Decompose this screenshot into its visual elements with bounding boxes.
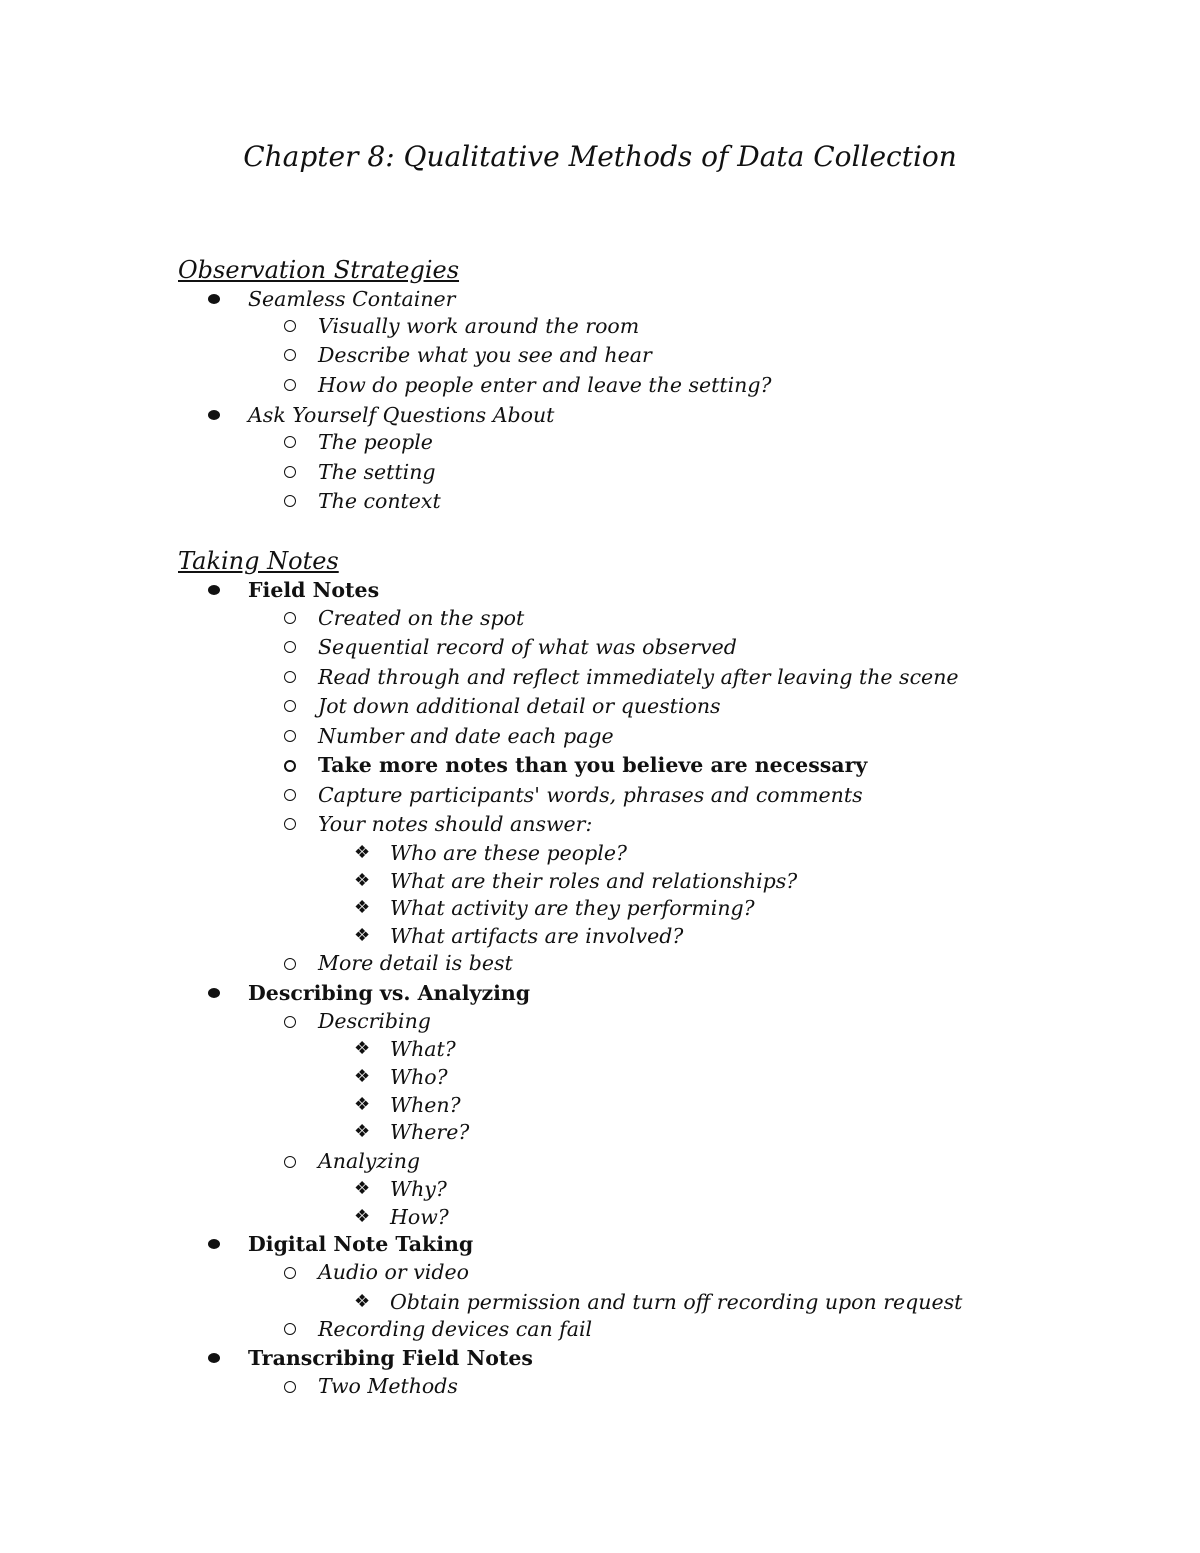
list-item: Describing vs. Analyzing <box>248 981 531 1005</box>
list-subsubitem: What are their roles and relationships? <box>390 869 798 893</box>
list-subsubitem: Who? <box>390 1065 448 1089</box>
list-subitem: Jot down additional detail or questions <box>318 694 721 718</box>
list-subitem: Two Methods <box>318 1374 458 1398</box>
hollow-bullet-icon <box>284 760 296 772</box>
list-subitem: The people <box>318 430 433 454</box>
diamond-bullet-icon: ❖ <box>354 1094 371 1115</box>
list-subitem: Audio or video <box>318 1260 469 1284</box>
list-subitem: The setting <box>318 460 436 484</box>
bullet-icon <box>208 988 220 998</box>
diamond-bullet-icon: ❖ <box>354 897 371 918</box>
list-subitem: Sequential record of what was observed <box>318 635 737 659</box>
list-subitem: Read through and reflect immediately after leaving the scene <box>318 665 959 689</box>
list-subsubitem: What artifacts are involved? <box>390 924 684 948</box>
bullet-icon <box>208 1239 220 1249</box>
list-subsubitem: Who are these people? <box>390 841 627 865</box>
hollow-bullet-icon <box>284 700 296 712</box>
list-subsubitem: Why? <box>390 1177 447 1201</box>
hollow-bullet-icon <box>284 612 296 624</box>
bullet-icon <box>208 1353 220 1363</box>
diamond-bullet-icon: ❖ <box>354 1121 371 1142</box>
list-subitem: Your notes should answer: <box>318 812 593 836</box>
list-subitem: Take more notes than you believe are necessary <box>318 753 868 777</box>
list-subsubitem: Obtain permission and turn off recording upon request <box>390 1290 963 1314</box>
hollow-bullet-icon <box>284 730 296 742</box>
bullet-icon <box>208 294 220 304</box>
list-subitem: Visually work around the room <box>318 314 640 338</box>
list-subitem: Analyzing <box>318 1149 421 1173</box>
list-item: Field Notes <box>248 578 380 602</box>
diamond-bullet-icon: ❖ <box>354 1178 371 1199</box>
hollow-bullet-icon <box>284 958 296 970</box>
hollow-bullet-icon <box>284 1156 296 1168</box>
list-subsubitem: What? <box>390 1037 456 1061</box>
list-subsubitem: When? <box>390 1093 461 1117</box>
diamond-bullet-icon: ❖ <box>354 870 371 891</box>
hollow-bullet-icon <box>284 671 296 683</box>
list-subitem: Number and date each page <box>318 724 614 748</box>
diamond-bullet-icon: ❖ <box>354 1291 371 1312</box>
hollow-bullet-icon <box>284 379 296 391</box>
list-subitem: Created on the spot <box>318 606 525 630</box>
list-subitem: Describe what you see and hear <box>318 343 652 367</box>
hollow-bullet-icon <box>284 466 296 478</box>
list-subsubitem: What activity are they performing? <box>390 896 755 920</box>
diamond-bullet-icon: ❖ <box>354 842 371 863</box>
list-item: Ask Yourself Questions About <box>248 403 555 427</box>
hollow-bullet-icon <box>284 641 296 653</box>
diamond-bullet-icon: ❖ <box>354 1038 371 1059</box>
list-subitem: Recording devices can fail <box>318 1317 593 1341</box>
section-heading-observation-strategies: Observation Strategies <box>178 256 460 284</box>
hollow-bullet-icon <box>284 1381 296 1393</box>
list-subitem: More detail is best <box>318 951 513 975</box>
diamond-bullet-icon: ❖ <box>354 1206 371 1227</box>
list-subitem: Describing <box>318 1009 431 1033</box>
section-heading-taking-notes: Taking Notes <box>178 547 339 575</box>
hollow-bullet-icon <box>284 1267 296 1279</box>
list-item: Transcribing Field Notes <box>248 1346 533 1370</box>
hollow-bullet-icon <box>284 320 296 332</box>
hollow-bullet-icon <box>284 789 296 801</box>
list-subitem: How do people enter and leave the setting? <box>318 373 772 397</box>
hollow-bullet-icon <box>284 1016 296 1028</box>
hollow-bullet-icon <box>284 818 296 830</box>
bullet-icon <box>208 585 220 595</box>
document-title: Chapter 8: Qualitative Methods of Data Collection <box>243 140 957 173</box>
list-subsubitem: How? <box>390 1205 449 1229</box>
list-subitem: The context <box>318 489 441 513</box>
hollow-bullet-icon <box>284 436 296 448</box>
diamond-bullet-icon: ❖ <box>354 1066 371 1087</box>
hollow-bullet-icon <box>284 1323 296 1335</box>
list-item: Digital Note Taking <box>248 1232 474 1256</box>
bullet-icon <box>208 410 220 420</box>
list-subitem: Capture participants' words, phrases and comments <box>318 783 863 807</box>
list-subsubitem: Where? <box>390 1120 470 1144</box>
hollow-bullet-icon <box>284 349 296 361</box>
diamond-bullet-icon: ❖ <box>354 925 371 946</box>
list-item: Seamless Container <box>248 287 456 311</box>
hollow-bullet-icon <box>284 495 296 507</box>
